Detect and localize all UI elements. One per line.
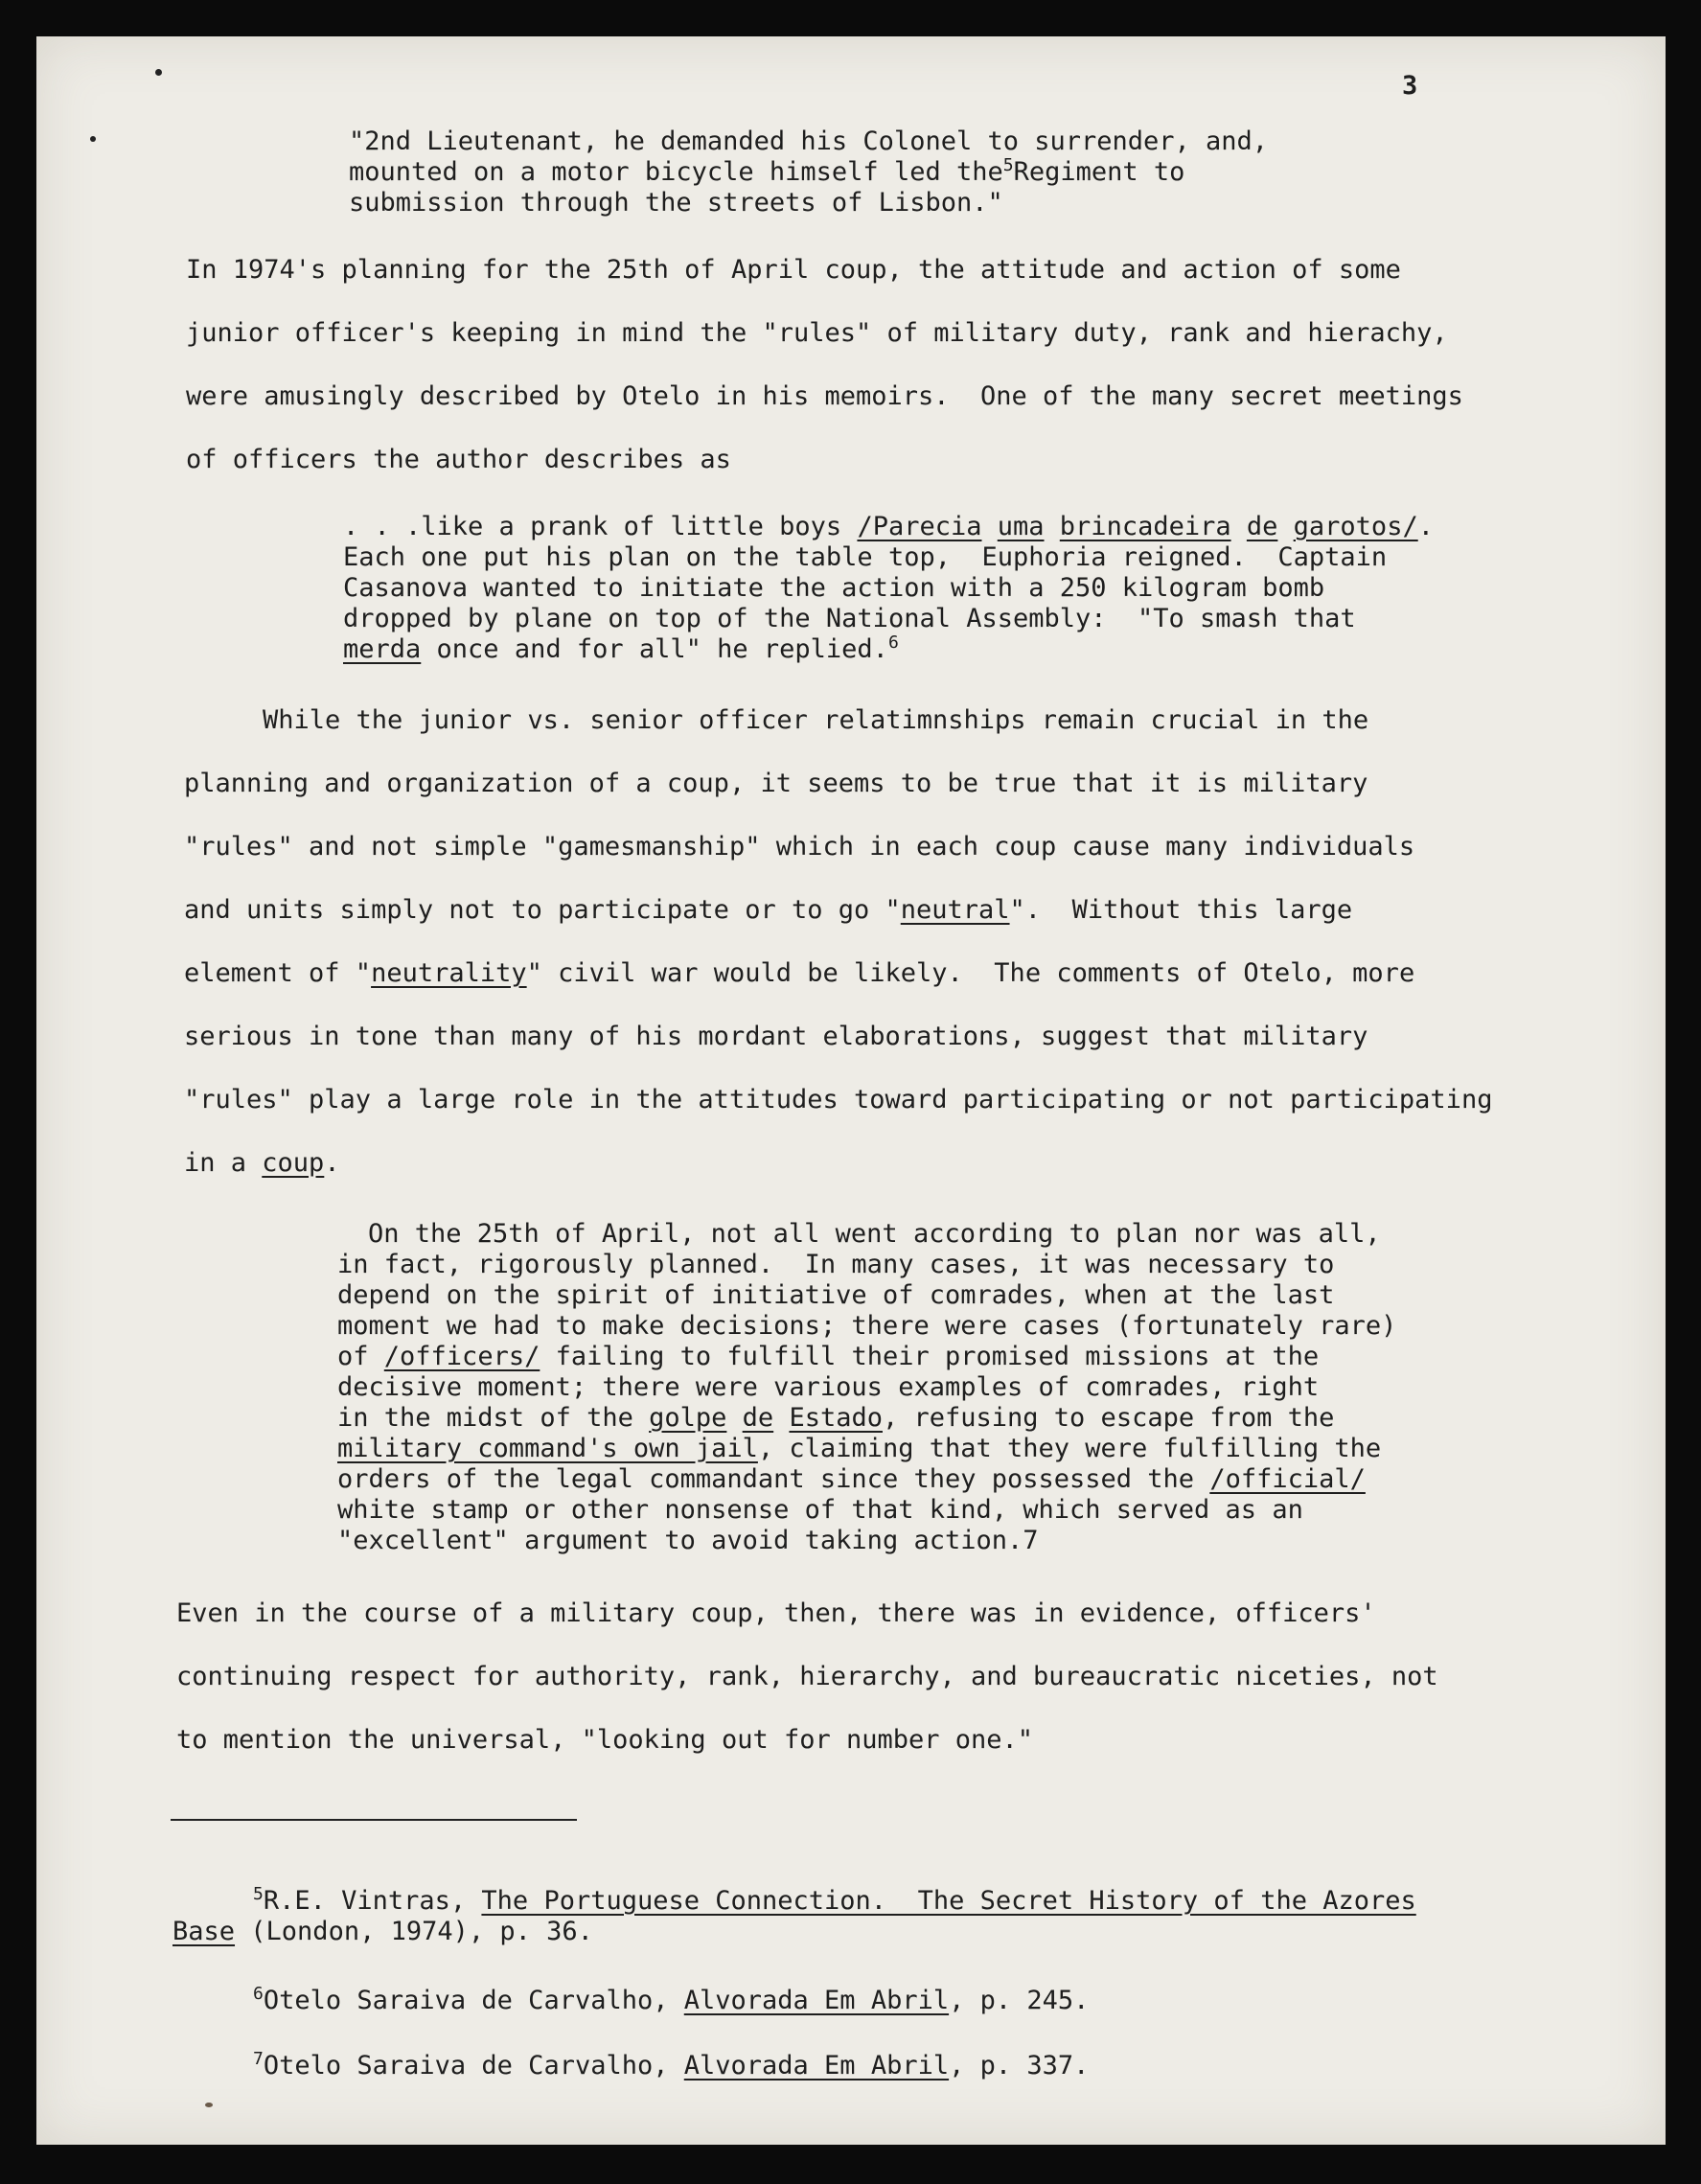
text xyxy=(981,512,997,541)
footnote-line xyxy=(253,1886,1416,1917)
body-line: junior officer's keeping in mind the "rules" of military duty, rank and hierachy, xyxy=(186,318,1448,348)
text: Otelo Saraiva de Carvalho, xyxy=(263,1986,684,2015)
underlined-text: /Parecia xyxy=(857,512,982,541)
quote-line xyxy=(343,634,899,665)
text: Otelo Saraiva de Carvalho, xyxy=(263,2051,684,2081)
body-line: "rules" play a large role in the attitudes toward participating or not participating xyxy=(184,1085,1493,1115)
body-line: were amusingly described by Otelo in his memoirs. One of the many secret meetings xyxy=(186,381,1463,411)
text: . . .like a prank of little boys xyxy=(343,512,858,541)
paper-speck xyxy=(155,69,162,76)
text xyxy=(773,1403,789,1433)
body-line xyxy=(184,1148,340,1179)
underlined-text: uma xyxy=(997,512,1045,541)
footnote-ref: 6 xyxy=(887,632,899,653)
body-line: Even in the course of a military coup, then, there was in evidence, officers' xyxy=(176,1598,1376,1628)
underlined-text: de xyxy=(1246,512,1278,541)
text: ". Without this large xyxy=(1009,895,1353,925)
paper-speck xyxy=(90,136,96,142)
text: element of " xyxy=(184,958,372,988)
quote-line: submission through the streets of Lisbon." xyxy=(349,188,1003,218)
body-line: planning and organization of a coup, it seems to be true that it is military xyxy=(184,769,1368,798)
text: failing to fulfill their promised missions at the xyxy=(540,1342,1320,1371)
body-line: In 1974's planning for the 25th of April coup, the attitude and action of some xyxy=(186,255,1401,285)
text: . xyxy=(324,1148,340,1178)
quote-line: in fact, rigorously planned. In many cases, it was necessary to xyxy=(337,1250,1335,1279)
paper-speck xyxy=(205,2103,213,2107)
text: , refusing to escape from the xyxy=(882,1403,1335,1433)
footnote-line xyxy=(172,1917,593,1947)
underlined-text: neutrality xyxy=(371,958,527,988)
text: in a xyxy=(184,1148,263,1178)
footnote-divider xyxy=(171,1819,577,1821)
body-line: "rules" and not simple "gamesmanship" which in each coup cause many individuals xyxy=(184,832,1415,862)
quote-line: On the 25th of April, not all went according to plan nor was all, xyxy=(368,1219,1381,1249)
underlined-text: brincadeira xyxy=(1059,512,1231,541)
quote-line: Casanova wanted to initiate the action with a 250 kilogram bomb xyxy=(343,573,1325,603)
text: . xyxy=(1417,512,1434,541)
footnote-ref: 5 xyxy=(1002,155,1014,175)
underlined-text: golpe xyxy=(649,1403,727,1433)
text: in the midst of the xyxy=(337,1403,650,1433)
underlined-text: Alvorada Em Abril xyxy=(683,2051,950,2081)
text: of xyxy=(337,1342,384,1371)
page-number: 3 xyxy=(1402,71,1418,101)
quote-line xyxy=(337,1403,1334,1434)
quote-line: depend on the spirit of initiative of comrades, when at the last xyxy=(337,1280,1335,1310)
quote-line xyxy=(349,157,1184,188)
text: once and for all" he replied. xyxy=(421,634,888,664)
quote-line: moment we had to make decisions; there were cases (fortunately rare) xyxy=(337,1311,1397,1341)
text: Regiment to xyxy=(1013,157,1185,187)
underlined-text: garotos/ xyxy=(1293,512,1418,541)
quote-line: dropped by plane on top of the National Assembly: "To smash that xyxy=(343,604,1356,633)
body-line: to mention the universal, "looking out for number one." xyxy=(176,1725,1034,1755)
text: , p. 337. xyxy=(949,2051,1090,2081)
text xyxy=(1277,512,1293,541)
body-line: of officers the author describes as xyxy=(186,445,731,474)
footnote-number: 6 xyxy=(253,1984,264,2004)
text: , claiming that they were fulfilling the xyxy=(757,1434,1382,1463)
underlined-text: The Portuguese Connection. The Secret History of the Azores xyxy=(481,1886,1416,1916)
quote-line xyxy=(337,1464,1366,1495)
text: orders of the legal commandant since they possessed the xyxy=(337,1464,1210,1494)
text: (London, 1974), p. 36. xyxy=(235,1917,593,1946)
quote-line xyxy=(337,1342,1319,1372)
quote-line: Each one put his plan on the table top, Euphoria reigned. Captain xyxy=(343,542,1388,572)
body-line xyxy=(184,958,1414,989)
underlined-text: coup xyxy=(262,1148,325,1178)
underlined-text: Base xyxy=(172,1917,236,1946)
underlined-text: Alvorada Em Abril xyxy=(683,1986,950,2015)
typewritten-page xyxy=(36,36,1666,2145)
quote-line xyxy=(343,512,1434,542)
underlined-text: Estado xyxy=(789,1403,883,1433)
quote-line: "excellent" argument to avoid taking action.7 xyxy=(337,1526,1039,1555)
text: and units simply not to participate or to go " xyxy=(184,895,901,925)
underlined-text: /official/ xyxy=(1209,1464,1366,1494)
quote-line: white stamp or other nonsense of that kind, which served as an xyxy=(337,1495,1303,1525)
footnote-number: 7 xyxy=(253,2049,264,2069)
footnote-number: 5 xyxy=(253,1884,264,1904)
text xyxy=(1231,512,1247,541)
underlined-text: neutral xyxy=(900,895,1010,925)
text: , p. 245. xyxy=(949,1986,1090,2015)
text: " civil war would be likely. The comments of Otelo, more xyxy=(526,958,1415,988)
quote-line xyxy=(337,1434,1381,1464)
quote-line: "2nd Lieutenant, he demanded his Colonel to surrender, and, xyxy=(349,126,1269,156)
text: mounted on a motor bicycle himself led the xyxy=(349,157,1003,187)
body-line: serious in tone than many of his mordant elaborations, suggest that military xyxy=(184,1022,1368,1051)
body-line xyxy=(184,895,1352,926)
text xyxy=(726,1403,742,1433)
underlined-text: military command's own jail xyxy=(337,1434,758,1463)
text: R.E. Vintras, xyxy=(263,1886,482,1916)
footnote-line xyxy=(253,2051,1089,2081)
footnote-line xyxy=(253,1986,1089,2016)
quote-line: decisive moment; there were various examples of comrades, right xyxy=(337,1372,1320,1402)
body-line: While the junior vs. senior officer relatimnships remain crucial in the xyxy=(263,705,1369,735)
body-line: continuing respect for authority, rank, hierarchy, and bureaucratic niceties, not xyxy=(176,1662,1438,1691)
text xyxy=(1045,512,1060,541)
underlined-text: de xyxy=(742,1403,774,1433)
underlined-text: /officers/ xyxy=(383,1342,540,1371)
underlined-text: merda xyxy=(343,634,422,664)
